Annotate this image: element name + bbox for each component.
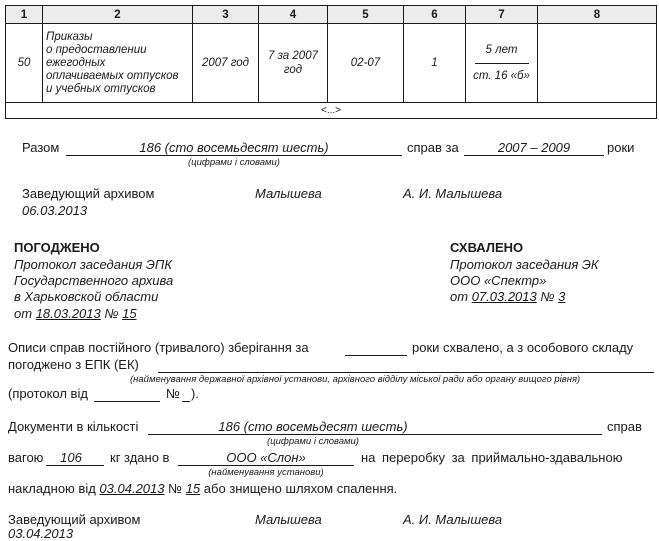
para1-line1-end: роки схвалено, а з особового складу: [412, 340, 634, 355]
table-header-row: [6, 6, 657, 24]
para1-protocol-num-blank: [182, 401, 190, 402]
col-header-3: 3: [193, 6, 259, 24]
para2-waybill-num-label: №: [168, 481, 183, 496]
table-row: [6, 24, 657, 103]
para1-protocol-date-blank: [94, 401, 160, 402]
total-years: 2007 – 2009: [497, 140, 571, 155]
approved-heading: СХВАЛЕНО: [450, 240, 524, 255]
term-top: 5 лет: [485, 43, 518, 56]
para2-weight-mid: кг здано в: [110, 450, 170, 465]
para2-weight-value: 106: [60, 450, 82, 465]
para2-waybill-end: або знищено шляхом спалення.: [203, 481, 398, 496]
col-header-4: 4: [259, 6, 328, 24]
agreed-line: в Харьковской области: [14, 289, 159, 304]
para2-waybill-start: накладною від: [8, 481, 96, 496]
title-line: оплачиваемых отпусков: [46, 69, 179, 82]
sign2-signature: Малышева: [255, 512, 322, 527]
para2-tail: на переробку за приймально-здавальною: [361, 450, 623, 465]
cell-dates: [259, 24, 328, 103]
para2-docs-line: [148, 434, 602, 435]
sign2-date: 03.04.2013: [8, 526, 74, 541]
col-header-1: 1: [6, 6, 43, 24]
para2-waybill-num: 15: [185, 481, 201, 496]
col-header-2: 2: [43, 6, 193, 24]
para2-docs-value: 186 (сто восемьдесят шесть): [218, 419, 408, 434]
cell-years: 2007 год: [193, 24, 259, 103]
dates-line: год: [283, 64, 303, 76]
sign2-name: А. И. Малышева: [403, 512, 503, 527]
sign1-name: А. И. Малышева: [403, 186, 503, 201]
total-years-line: [464, 155, 604, 156]
approved-from: от: [450, 289, 469, 304]
title-line: и учебных отпусков: [46, 82, 156, 95]
agreed-num: 15: [122, 306, 137, 321]
agreed-date-line: [14, 306, 137, 321]
total-label: Разом: [22, 140, 60, 155]
agreed-line: Государственного архива: [14, 273, 174, 288]
total-value-line: [66, 155, 402, 156]
para2-weight-label: вагою: [8, 450, 44, 465]
cell-index: 02-07: [328, 24, 404, 103]
cell-note: [538, 24, 657, 103]
para1-hint: (найменування державної архівної установи, архівного відділу міської ради або органу вищого рівня): [130, 374, 581, 385]
para1-org-blank: [158, 372, 654, 373]
agreed-heading: ПОГОДЖЕНО: [14, 240, 100, 255]
agreed-num-label: №: [104, 306, 119, 321]
para1-line3-end: ).: [191, 386, 199, 401]
approved-date-line: [450, 289, 565, 304]
para2-docs-end: справ: [607, 419, 642, 434]
total-value: 186 (сто восемьдесят шесть): [139, 140, 329, 155]
para2-org-value: ООО «Слон»: [226, 450, 306, 465]
agreed-line: Протокол заседания ЭПК: [14, 257, 172, 272]
para1-line2: погоджено з ЕПК (ЕК): [8, 357, 139, 372]
approved-num: 3: [558, 289, 566, 304]
dates-line: 7 за 2007: [268, 50, 318, 62]
approved-line: ООО «Спектр»: [450, 273, 547, 288]
approved-date: 07.03.2013: [471, 289, 537, 304]
title-line: ежегодных: [46, 56, 106, 69]
title-line: о предоставлении: [46, 43, 147, 56]
ellipsis: <...>: [6, 103, 657, 119]
col-header-8: 8: [538, 6, 657, 24]
para2-docs-hint: (цифрами і словами): [267, 436, 359, 447]
sign1-position: Заведующий архивом: [22, 186, 155, 201]
term-bottom: ст. 16 «б»: [473, 69, 530, 82]
sign1-date: 06.03.2013: [22, 203, 88, 218]
total-hint: (цифрами і словами): [188, 157, 280, 168]
agreed-date: 18.03.2013: [35, 306, 101, 321]
cell-storage-term: [466, 24, 538, 103]
para2-waybill-line: [8, 481, 397, 496]
cell-title: [43, 24, 193, 103]
total-mid: справ за: [407, 140, 459, 155]
para2-docs-label: Документи в кількості: [8, 419, 139, 434]
sign1-signature: Малышева: [255, 186, 322, 201]
para2-org-hint: (найменування установи): [208, 467, 324, 478]
table-ellipsis-row: [6, 103, 657, 119]
approved-line: Протокол заседания ЭК: [450, 257, 599, 272]
cell-count: 1: [404, 24, 466, 103]
para1-line1-start: Описи справ постійного (тривалого) зберігання за: [8, 340, 309, 355]
para2-waybill-date: 03.04.2013: [99, 481, 165, 496]
para2-weight-line: [46, 465, 104, 466]
sign2-position: Заведующий архивом: [8, 512, 141, 527]
col-header-5: 5: [328, 6, 404, 24]
cell-number: 50: [6, 24, 43, 103]
register-table: [5, 5, 657, 119]
para2-org-line: [178, 465, 354, 466]
approved-num-label: №: [540, 289, 555, 304]
para1-years-blank: [345, 355, 407, 356]
col-header-7: 7: [466, 6, 538, 24]
term-divider: [475, 63, 529, 64]
agreed-from: от: [14, 306, 33, 321]
col-header-6: 6: [404, 6, 466, 24]
para1-line3-start: (протокол від: [8, 386, 88, 401]
para1-line3-mid: №: [166, 386, 180, 401]
title-line: Приказы: [46, 30, 93, 43]
total-end: роки: [607, 140, 635, 155]
